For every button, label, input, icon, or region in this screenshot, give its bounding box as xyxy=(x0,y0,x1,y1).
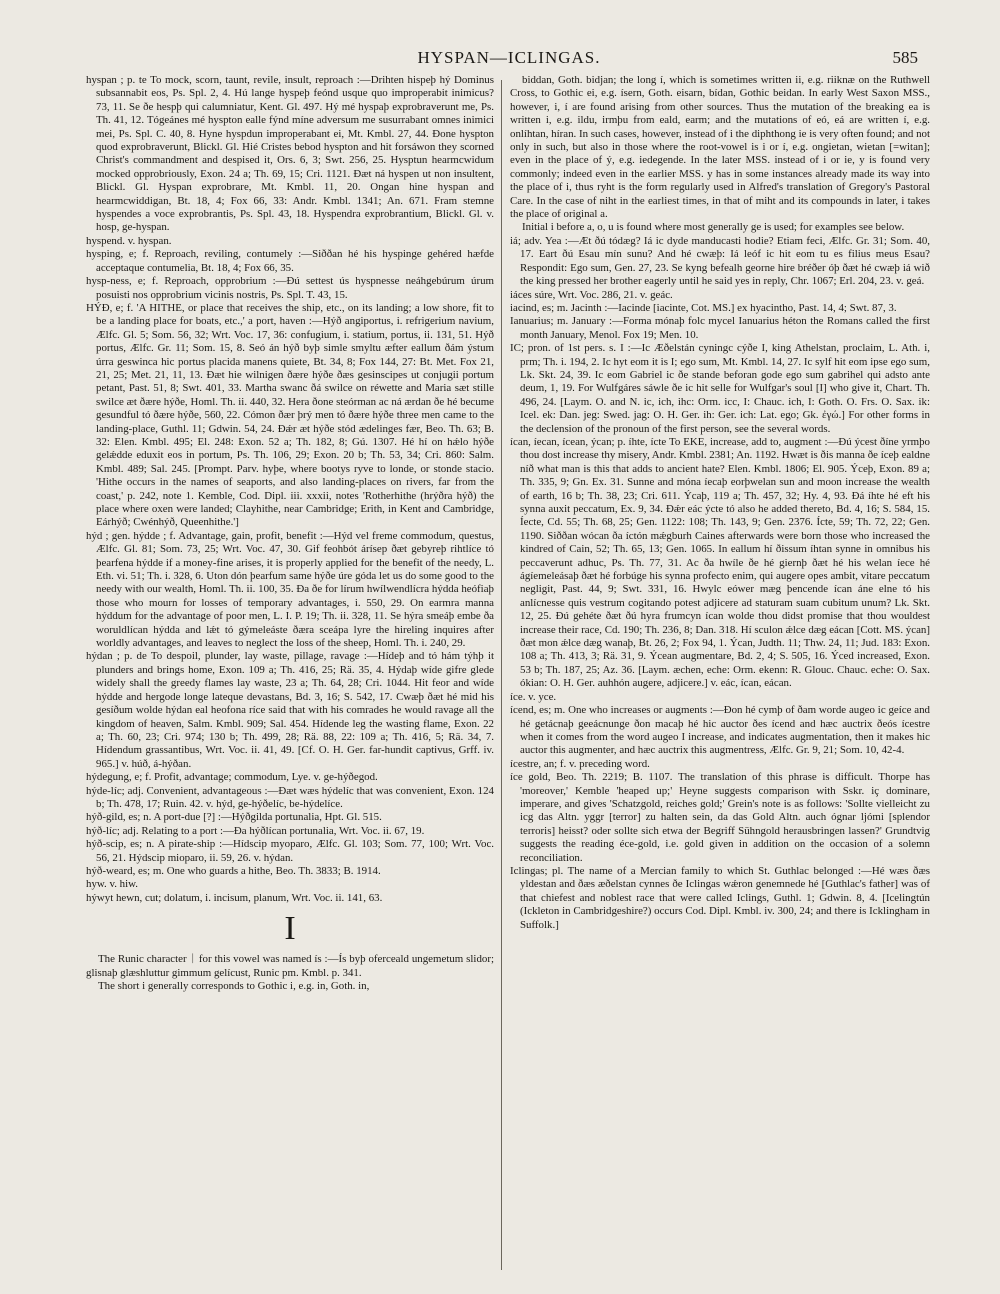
right-paragraphs xyxy=(510,74,930,235)
dictionary-entry: iá; adv. Yea :—Æt ðú tódæg? Iá ic dyde manducasti hodie? Etiam feci, Ælfc. Gr. 31; Som. 40, 17. Eart ðú Esau mín sunu? And hé cwæþ: Iá leóf ic hit eom tu es filius meus Esau? Respondit: Ego sum, Gen. 27, 23. Se kyng befealh georne hire bréðer óþ ðæt hé cwæþ iá wið the king pressed her brother eagerly until he said yes in reply, Chr. 1067; Erl. 204, 23. v. geá. xyxy=(510,234,930,288)
page-header xyxy=(88,44,930,72)
page-number: 585 xyxy=(892,48,918,67)
dictionary-entry: ícestre, an; f. v. preceding word. xyxy=(510,757,650,770)
dictionary-entry: hýwyt hewn, cut; dolatum, i. incisum, planum, Wrt. Voc. ii. 141, 63. xyxy=(86,891,383,904)
section-paragraph: The Runic character ᛁ for this vowel was named ís :—Ís byþ oferceald ungemetum slidor; glisnaþ glæshluttur gimmum gelícust, Runic pm. Kmbl. p. 341. xyxy=(86,953,494,979)
dictionary-entry: íce gold, Beo. Th. 2219; B. 1107. The translation of this phrase is difficult. Thorpe has 'moreover,' Kemble 'heaped up;' Heyne suggests comparison with Sskr. iç dominare, imperare, and gives 'Schatzgold, reiches gold;' Grein's note is as follows: 'Sollte vielleicht zu icg das Altn. yggr [terror] zu halten sein, da das Gold Altn. auch ógnar ljómi [splendor terroris] heisst? oder sollte sich etwa der Begriff Sühngold herausbringen lassen?' Grundtvig suggests the reading éce-gold, i.e. gold given in addition on the occasion of a solemn reconciliation. xyxy=(510,771,930,864)
dictionary-entry: hýð-scip, es; n. A pirate-ship :—Hídscip myoparo, Ælfc. Gl. 103; Som. 77, 100; Wrt. Voc. 56, 21. Hýdscip mioparo, ii. 59, 26. v. hýdan. xyxy=(86,838,494,864)
dictionary-entry: ícend, es; m. One who increases or augments :—Ðon hé cymþ of ðam worde augeo ic geíce and hé getácnaþ geeácnunge ðon macaþ hé hic auctor ðes ícend and hæc auctrix ðeós ícestre when it comes from the word augeo I increase, and indicates augmentation, then it makes hic auctor this augmenter, and hæc auctrix this augmentress, Ælfc. Gr. 9, 21; Som. 10, 42-4. xyxy=(510,704,930,757)
dictionary-entry: hýð-líc; adj. Relating to a port :—Ða hýðlícan portunalia, Wrt. Voc. ii. 67, 19. xyxy=(86,824,425,837)
dictionary-entry: hysping, e; f. Reproach, reviling, contumely :—Siððan hé his hyspinge gehéred hæfde acceptaque contumelia, Bt. 18, 4; Fox 66, 35. xyxy=(86,248,494,274)
dictionary-entry: hýdan ; p. de To despoil, plunder, lay waste, pillage, ravage :—Hídeþ and tó hám týhþ it plunders and brings home, Exon. 109 a; Th. 416, 25; Rä. 35, 4. Hýdaþ wíde gifre glede widely shall the greedy flames lay waste, 23 a; Th. 64, 28; Cri. 1044. Hit feor and wíde hýdde and hergode longe lateque devastans, Bd. 3, 16; S. 542, 17. Cwæþ ðæt hé mid his gesíðum wolde hýdan eal heofona ríce said that with his comrades he would ravage all the kingdom of heaven, Salm. Kmbl. 909; Sal. 454. Hídende leg the wasting flame, Exon. 22 a; Th. 60, 23; Cri. 974; 130 b; Th. 499, 28; Rä. 88, 22: 109 a; Th. 416, 5; Rä. 34, 7. Hídendum grassantibus, Wrt. Voc. ii. 41, 49. [Cf. O. H. Ger. far-hundit captivus, Grff. iv. 965.] v. húð, á-hýðan. xyxy=(86,650,494,770)
dictionary-entry: hyw. v. hiw. xyxy=(86,878,139,891)
left-column xyxy=(86,74,494,1274)
section-letter: I xyxy=(284,910,296,948)
section-paragraph: The short i generally corresponds to Gothic i, e.g. in, Goth. in, xyxy=(98,980,370,992)
right-entries xyxy=(510,235,930,932)
dictionary-entry: hýdegung, e; f. Profit, advantage; commodum, Lye. v. ge-hýðegod. xyxy=(86,771,378,784)
dictionary-entry: hyspend. v. hyspan. xyxy=(86,234,172,247)
dictionary-entry: HÝÐ, e; f. 'A HITHE, or place that receives the ship, etc., on its landing; a low shore, fit to be a landing place for boats, etc.,' a port, haven :—Hýð angiportus, i. refrigerium navium, Ælfc. Gl. 5; Som. 56, 32; Wrt. Voc. 17, 36: confugium, i. statium, portus, ii. 131, 51. Hýð portus, Ælfc. Gr. 11; Som. 15, 8. Seó án hýð byþ simle smyltu æfter eallum ðám ýstum úrra geswinca hic portus placida manens quiete, Bt. 34, 8; Fox 144, 27: Bt. Met. Fox 21, 21, 25; Met. 21, 11, 13. Ðæt hie wilnigen ðære hýðe ðæs gesinscipes ut conjugii portum petant, Past. 51, 8; Swt. 401, 33. Martha swanc ðá swilce on réwette and Maria sæt stille swilce æt ðære hýðe, Homl. Th. ii. 440, 32. Hera ðone steórman ac ná ærdan ðe hé becume gesundful tó ðære hýðe, 560, 22. Cómon ðær þrý men tó ðære hýðe three men came to the landing-place, Guthl. 11; Gdwin. 54, 24. Ðǽr æt hýðe stód ædelinges fær, Beo. Th. 63; B. 32: Elen. Kmbl. 495; El. 248: Exon. 52 a; Th. 182, 8; Gú. 1307. Hé hí on hǽlo hýðe gelǽdde eduxit eos in portum, Ps. Th. 106, 29; Exon. 20 b; Th. 53, 34; Cri. 860: Salm. Kmbl. 489; Sal. 245. [Prompt. Parv. hyþe, where bootys ryve to londe, or stonde stacio. 'Hithe occurs in the names of seaports, and also landing-places on rivers, far from the coast,' p. 242, note 1. Kemble, Cod. Dipl. iii. xxxii, notes 'Rotherhithe (hrýðra hýð) the place where oxen were landed; Clayhithe, near Cambridge; Erith, in Kent and Cambridge, Eárhýð; Cwénhýð, Queenhithe.'] xyxy=(86,301,494,529)
right-column xyxy=(510,74,930,1274)
dictionary-entry: hýd ; gen. hýdde ; f. Advantage, gain, profit, benefit :—Hýd vel freme commodum, questus, Ælfc. Gl. 81; Som. 73, 25; Wrt. Voc. 47, 30. Gif feohbót árísep ðæt gebyreþ rihtlíce tó þearfena hýdde if a money-fine arises, it is properly applied for the benefit of the needy, L. Eth. vi. 51; Th. i. 328, 6. Uton dón þearfum same hýðe úre góda let us do some good to the needy with our wealth, Homl. Th. ii. 100, 35. Ða ðe for lírum hwílwendlícra hýdda heófiaþ those who mourn for losses of temporary advantages, i. 550, 29. On earmra manna hýddum for the advantage of poor men, L. I. P. 19; Th. ii. 328, 11. Se hýra smeáþ embe ða woruldlícan hýdda and lǽt tó gýmeleáste ðæra sceápa lyre the hireling inquires after worldly advantages, and leaves to neglect the loss of the sheep, Homl. Th. i. 240, 29. xyxy=(86,529,494,650)
dictionary-entry: hýð-weard, es; m. One who guards a hithe, Beo. Th. 3833; B. 1914. xyxy=(86,864,381,877)
dictionary-entry: íce. v. yce. xyxy=(510,690,557,703)
dictionary-entry: IC; pron. of 1st pers. s. I :—Ic Æðelstán cyningc cýðe I, king Athelstan, proclaim, L. Ath. i, prm; Th. i. 194, 2. Ic hyt eom it is I; ego sum, Mt. Kmbl. 14, 27. Ic sylf hit eom ipse ego sum, Lk. Skt. 24, 39. Ic eom Gabriel ic ðe stande beforan gode ego sum gabrihel qui adsto ante deum, 1, 19. For Wulfgáres sáwle ðe ic hit selle for Wulfgar's soul [I] who give it, Chart. Th. 496, 24. [Laym. O. and N. ic, ich, ihc: Orm. icc, I: Chauc. ich, I: Goth. O. Frs. O. Sax. ik: Icel. ek: Dan. jeg: Swed. jag: O. H. Ger. ih: Ger. ich: Lat. ego; Gk. ἐγώ.] For other forms in the declension of the pronoun of the first person, see the several words. xyxy=(510,342,930,435)
running-title: HYSPAN—ICLINGAS. xyxy=(417,48,601,67)
dictionary-entry: hyspan ; p. te To mock, scorn, taunt, revile, insult, reproach :—Drihten hispeþ hý Dominus subsannabit eos, Ps. Spl. 2, 4. Hú lange hyspeþ feónd usque quo improperabit inimicus? 73, 11. Se ðe hespþ qui calumniatur, Kent. Gl. 497. Hý mé hyspaþ exprobraverunt me, Ps. Th. 41, 12. Tógeánes mé hyspton ealle fýnd míne adversum me susurrabant omnes inimici mei, Ps. Spl. C. 40, 8. Hyne hyspdun improperabant ei, Mt. Kmbl. 27, 44. Ðone hyspton quod exprobraverunt, Blickl. Gl. Hié Cristes bebod hyspton and hit forsáwon they scorned Christ's commandment and despised it, Ors. 6, 3; Swt. 256, 25. Hysptun hearmcwidum mocked opprobriously, Exon. 24 a; Th. 69, 15; Cri. 1121. Ðæt ná hyspen ut non insultent, Blickl. Gl. Hyspan exprobrare, Mt. Kmbl. 11, 20. Ongan hine hyspan and hearmcwiddigan, Bt. 18, 4; Fox 66, 33: Andr. Kmbl. 1341; An. 671. Fram stemne hyspendes a voce exprobrantis, Ps. Spl. 43, 18. Hyspendra exprobrantium, Blickl. Gl. v. hosp, ge-hyspan. xyxy=(86,74,494,234)
dictionary-entry: hýde-líc; adj. Convenient, advantageous :—Ðæt wæs hýdelíc that was convenient, Exon. 124 b; Th. 478, 17; Ruin. 42. v. hýd, ge-hýðelíc, be-hýdelíce. xyxy=(86,784,494,810)
left-entries xyxy=(86,74,494,905)
body-paragraph: Initial i before a, o, u is found where most generally ge is used; for examples see below. xyxy=(522,221,905,234)
dictionary-entry: hysp-ness, e; f. Reproach, opprobrium :—Ðú settest ús hyspnesse neáhgebúrum úrum posuisti nos opprobrium vicinis nostris, Ps. Spl. T. 43, 15. xyxy=(86,275,494,301)
dictionary-entry: ícan, íecan, ícean, ýcan; p. íhte, ícte To EKE, increase, add to, augment :—Ðú ýcest ðíne yrmþo thou dost increase thy misery, Andr. Kmbl. 2381; An. 1192. Hwæt is ðis manna ðe íceþ ealdne níð what man is this that adds to ancient hate? Elen. Kmbl. 1806; El. 905. Ýceþ, Exon. 89 a; Th. 335, 9; Gn. Ex. 31. Sunne and móna íecaþ eorþwelan sun and moon increase the wealth of earth, 16 b; Th. 38, 23; Cri. 611. Ýcaþ, 119 a; Th. 457, 32; Hy. 4, 93. Ðá íhte hé eft his synna auxit peccatum, Ex. 9, 34. Ðǽr eác ýcte tó also he added thereto, Bd. 4, 16; S. 584, 15. Íecte, Cd. 55; Th. 68, 25; Gen. 1122: 108; Th. 143, 9; Gen. 2376. Ícte, 59; Th. 72, 22; Gen. 1190. Siððan wócan ða íctón mǽgburh Caines afterwards were born those who increased the kindred of Cain, 52; Th. 65, 13; Gen. 1065. In eallum hí ðissum íhtan synne in omnibus his peccaverunt adhuc, Ps. Th. 77, 31. Ac ða hwíle ðe hé giernþ ðæt hé his welan íece hé ágíemeleásaþ ðæt hé forbúge his synna profecto enim, qui augere opes ambit, vitare peccatum negligit, Past. 44, 9; Swt. 331, 16. Hwylc eówer mæg þencende ícan áne elne tó his anlícnesse quis vestrum cogitando potest adjicere ad staturam suam cubitum unum? Lk. Skt. 12, 25. Ðú gehéte ðæt ðú hyra frumcyn ícan wolde thou didst promise that thou wouldest increase their race, Cd. 190; Th. 236, 8; Dan. 318. Hí sculon ǽlce dæg eácan [Cott. MS. ýcan] ðæt mon ǽlce dæg wanaþ, Bt. 26, 2; Fox 94, 1. Ýcan, Judth. 11; Thw. 24, 11; Jud. 183: Exon. 108 a; Th. 413, 3; Rä. 31, 9. Ýcean augmentare, Bd. 2, 4; S. 505, 16. Ýced increased, Exon. 53 b; Th. 187, 25; Az. 36. [Laym. æchen, eche: Orm. ekenn: R. Glouc. Chauc. eche: O. Sax. ókian: O. H. Ger. auhhón augere, adjicere.] v. eác, ícan, eácan. xyxy=(510,435,930,690)
section-intro xyxy=(86,953,494,993)
body-paragraph: biddan, Goth. bidjan; the long í, which is sometimes written ii, e.g. riiknæ on the Ruthwell Cross, to Gothic ei, e.g. ísern, Goth. eisarn, bídan, Gothic beidan. In early West Saxon MSS., however, i, í are found arising from other sources. Thus the mutation of the breaking ea is written i, e.g. ildu, irmþu from eald, earm; and the mutations of eó, eá are written í, e.g. onlíhtan, híran. In such cases, however, instead of i the diphthong ie is very often found; and not only in such, but also in those where the root-vowel is i or í, e.g. ongietan, wietan [=witan]; even in the place of ý, e.g. iedegende. In the later MSS. instead of i or ie, y is found very commonly; indeed even in the earlier MSS. y has in some instances already made its way into the place of i, thus ryht is the form regularly used in Alfred's translation of Gregory's Pastoral Care. In the case of niht in the earliest times, in that of miht and its compounds in later, i takes the place of original a. xyxy=(510,74,930,221)
dictionary-entry: hýð-gild, es; n. A port-due [?] :—Hýðgilda portunalia, Hpt. Gl. 515. xyxy=(86,811,382,824)
dictionary-entry: Iclingas; pl. The name of a Mercian family to which St. Guthlac belonged :—Hé wæs ðæs yldestan and ðæs æðelstan cynnes ðe Iclingas wǽron genemnede hé [Guthlac's father] was of that chiefest and noblest race that were called Iclings, Guthl. 1; Gdwin. 8, 4. [Icelingtún (Ickleton in Cambridgeshire?) occurs Cod. Dipl. Kmbl. iv. 300, 24; and there is Icklingham in Suffolk.] xyxy=(510,864,930,931)
dictionary-entry: iacind, es; m. Jacinth :—Iacinde [iacinte, Cot. MS.] ex hyacintho, Past. 14, 4; Swt. 87, 3. xyxy=(510,301,897,314)
dictionary-entry: Ianuarius; m. January :—Forma mónaþ folc mycel Ianuarius héton the Romans called the first month January, Menol. Fox 19; Men. 10. xyxy=(510,315,930,341)
column-divider xyxy=(501,80,502,1270)
dictionary-entry: iáces súre, Wrt. Voc. 286, 21. v. geác. xyxy=(510,288,673,301)
